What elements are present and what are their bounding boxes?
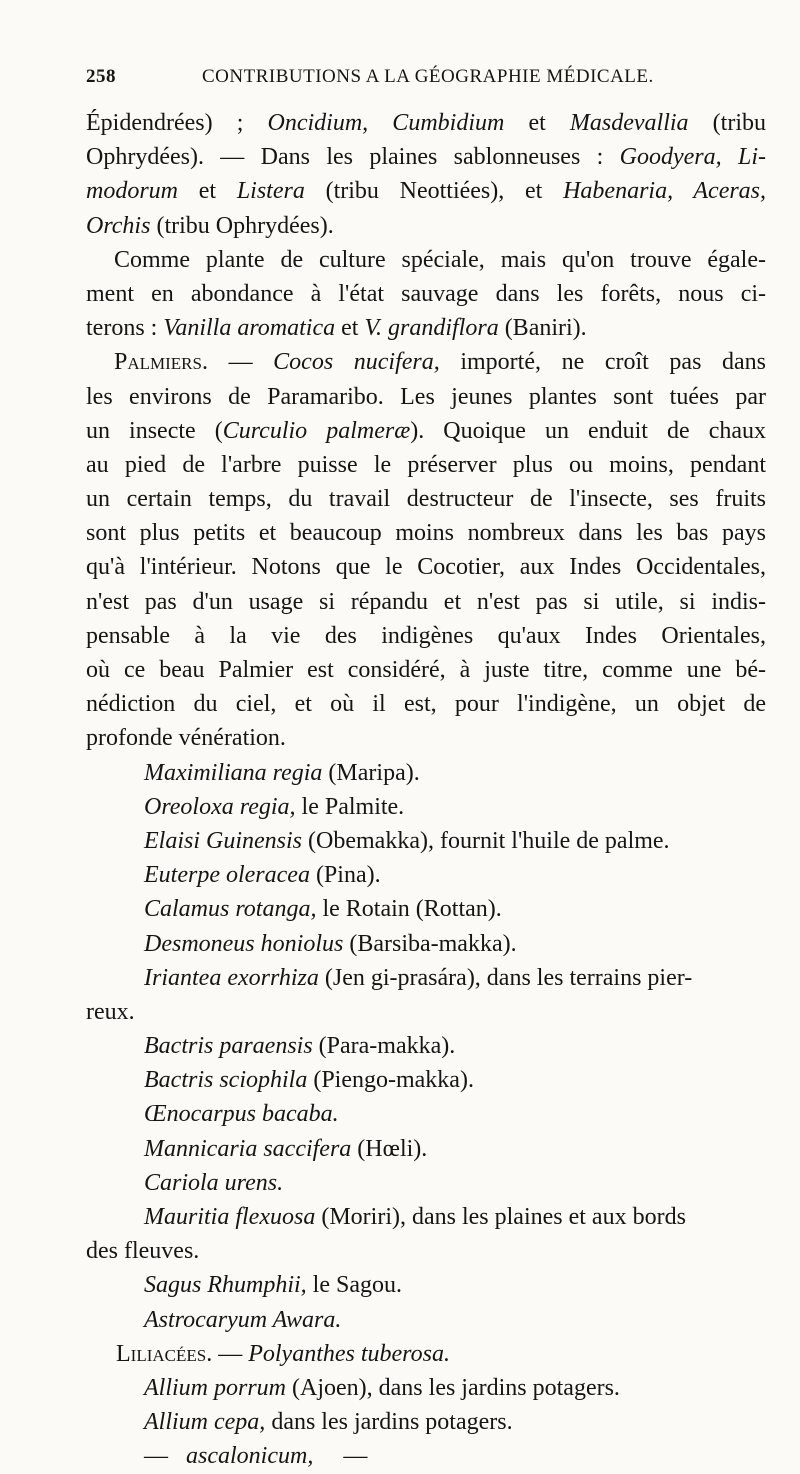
page-body bbox=[86, 106, 766, 1474]
text-line: n'est pas d'un usage si répandu et n'est pas si utile, si indis- bbox=[86, 588, 766, 615]
species-entry: Maximiliana regia (Maripa). bbox=[144, 759, 420, 786]
text-line: un certain temps, du travail destructeur de l'insecte, ses fruits bbox=[86, 486, 766, 513]
text-line: terons : Vanilla aromatica et V. grandiflora (Baniri). bbox=[86, 315, 587, 342]
running-title: CONTRIBUTIONS A LA GÉOGRAPHIE MÉDICALE. bbox=[202, 66, 654, 87]
text-line: Ophrydées). — Dans les plaines sablonneuses : Goodyera, Li- bbox=[86, 144, 766, 171]
species-entry-continuation: reux. bbox=[86, 998, 135, 1025]
species-entry: Oreoloxa regia, le Palmite. bbox=[144, 793, 405, 820]
species-entry: Elaisi Guinensis (Obemakka), fournit l'huile de palme. bbox=[144, 827, 670, 854]
text-line: profonde vénération. bbox=[86, 725, 286, 752]
species-entry: Iriantea exorrhiza (Jen gi-prasára), dans les terrains pier- bbox=[144, 964, 693, 991]
text-line: où ce beau Palmier est considéré, à juste titre, comme une bé- bbox=[86, 657, 766, 683]
species-entry: Mannicaria saccifera (Hœli). bbox=[144, 1135, 428, 1162]
text-line: ment en abondance à l'état sauvage dans les forêts, nous ci- bbox=[86, 280, 766, 307]
species-entry: Bactris paraensis (Para-makka). bbox=[144, 1033, 456, 1060]
text-line: Épidendrées) ; Oncidium, Cumbidium et Masdevallia (tribu bbox=[86, 110, 766, 136]
text-line: sont plus petits et beaucoup moins nombreux dans les bas pays bbox=[86, 520, 766, 547]
species-entry-continuation: des fleuves. bbox=[86, 1238, 200, 1265]
text-line: pensable à la vie des indigènes qu'aux Indes Orientales, bbox=[86, 622, 766, 649]
species-entry: Cariola urens. bbox=[144, 1169, 284, 1196]
page-number: 258 bbox=[86, 66, 116, 87]
running-header bbox=[86, 66, 760, 94]
species-entry: Calamus rotanga, le Rotain (Rottan). bbox=[144, 896, 502, 923]
text-line: Comme plante de culture spéciale, mais qu'on trouve égale- bbox=[114, 246, 766, 273]
text-line: modorum et Listera (tribu Neottiées), et Habenaria, Aceras, bbox=[86, 178, 766, 205]
text-line: Orchis (tribu Ophrydées). bbox=[86, 212, 334, 239]
text-line: qu'à l'intérieur. Notons que le Cocotier, aux Indes Occidentales, bbox=[86, 554, 766, 581]
text-line: nédiction du ciel, et où il est, pour l'indigène, un objet de bbox=[86, 691, 766, 718]
species-entry: Sagus Rhumphii, le Sagou. bbox=[144, 1272, 402, 1299]
species-entry: Desmoneus honiolus (Barsiba-makka). bbox=[144, 930, 517, 957]
species-entry: Allium porrum (Ajoen), dans les jardins potagers. bbox=[144, 1374, 620, 1401]
species-entry: Euterpe oleracea (Pina). bbox=[144, 862, 381, 889]
species-entry: — ascalonicum, — bbox=[144, 1443, 368, 1470]
text-line: les environs de Paramaribo. Les jeunes plantes sont tuées par bbox=[86, 383, 766, 410]
species-entry: Mauritia flexuosa (Moriri), dans les plaines et aux bords bbox=[144, 1204, 686, 1230]
text-line: au pied de l'arbre puisse le préserver plus ou moins, pendant bbox=[86, 451, 766, 478]
section-heading-palmiers: Palmiers. bbox=[114, 349, 208, 376]
species-entry: Bactris sciophila (Piengo-makka). bbox=[144, 1067, 474, 1094]
text-line: un insecte (Curculio palmeræ). Quoique un enduit de chaux bbox=[86, 417, 766, 444]
text-line: Palmiers. — Cocos nucifera, importé, ne croît pas dans bbox=[114, 349, 766, 376]
species-entry: Astrocaryum Awara. bbox=[144, 1306, 342, 1333]
species-entry: Œnocarpus bacaba. bbox=[144, 1101, 339, 1128]
species-entry: Allium cepa, dans les jardins potagers. bbox=[144, 1409, 513, 1436]
section-heading-liliacees: Liliacées. — Polyanthes tuberosa. bbox=[116, 1340, 450, 1367]
